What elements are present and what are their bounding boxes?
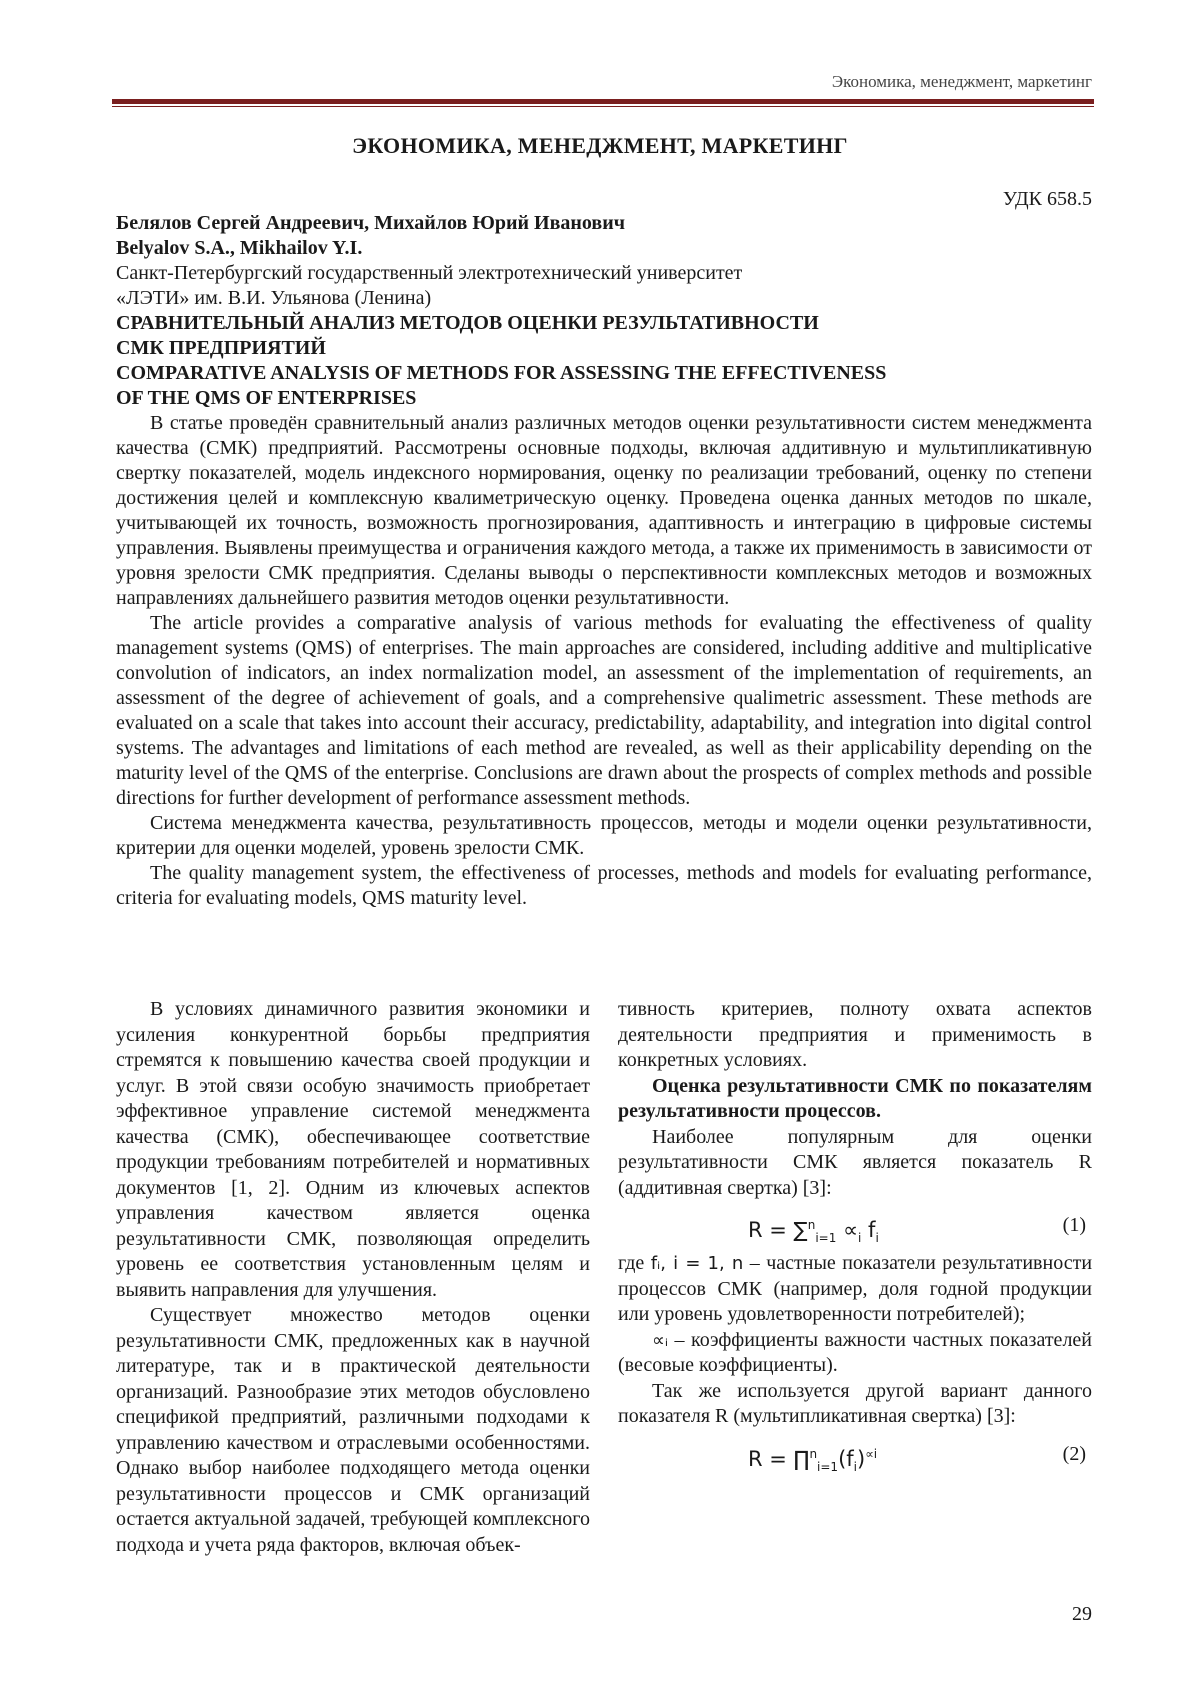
formula-1-number: (1) bbox=[1062, 1214, 1086, 1236]
section-title: ЭКОНОМИКА, МЕНЕДЖМЕНТ, МАРКЕТИНГ bbox=[352, 133, 848, 158]
header-rule-thin bbox=[112, 106, 1094, 107]
header-rule bbox=[112, 99, 1094, 104]
formula-1-expression: $R = \sum^n_{i=1} \propto_i$ $f_i$ bbox=[748, 1218, 879, 1246]
authors-ru: Белялов Сергей Андреевич, Михайлов Юрий Иванович bbox=[116, 212, 625, 234]
authors-en: Belyalov S.A., Mikhailov Y.I. bbox=[116, 237, 363, 259]
body-paragraph: В условиях динамичного развития экономики и усиления конкурентной борьбы предприятия стремятся к повышению качества своей продукции и услуг. В этой связи особую значимость приобретает эффективное управление системой менеджмента качества (СМК), обеспечивающее соответствие продукции требованиям потребителей и нормативных документов [1, 2]. Одним из ключевых аспектов управления качеством является оценка результативности СМК, позволяющая определить уровень ее соответствия установленным целям и выявить направления для улучшения. bbox=[116, 998, 590, 1301]
alpha-paragraph bbox=[618, 1328, 1092, 1379]
where-paragraph bbox=[618, 1251, 1092, 1328]
title-en-line-1: COMPARATIVE ANALYSIS OF METHODS FOR ASSESSING THE EFFECTIVENESS bbox=[116, 362, 887, 384]
formula-2-number: (2) bbox=[1062, 1442, 1086, 1465]
formula-2 bbox=[618, 1430, 1092, 1480]
running-head: Экономика, менеджмент, маркетинг bbox=[831, 72, 1092, 91]
formula-1 bbox=[618, 1201, 1092, 1251]
title-ru-line-2: СМК ПРЕДПРИЯТИЙ bbox=[116, 337, 326, 359]
keywords-en: The quality management system, the effectiveness of processes, methods and models for evaluating performance, criteria for evaluating models, QMS maturity level. bbox=[116, 862, 1092, 909]
where-text: – частные показатели результативности процессов СМК (например, доля годной продукции или уровень удовлетворенности потребителей); bbox=[618, 1252, 1093, 1325]
alpha-text: – коэффициенты важности частных показателей (весовые коэффициенты). bbox=[618, 1328, 1092, 1376]
body-paragraph: Существует множество методов оценки результативности СМК, предложенных как в научной литературе, так и в практической деятельности организаций. Разнообразие этих методов обусловлено спецификой предприятий, различными подходами к управлению качеством и отраслевыми особенностями. Однако выбор наиболее подходящего метода оценки результативности процессов и СМК организаций остается актуальной задачей, требующей комплексного подхода и учета ряда факторов, включая объек- bbox=[116, 1304, 590, 1556]
body-paragraph: тивность критериев, полноту охвата аспектов деятельности предприятия и применимость в конкретных условиях. bbox=[618, 998, 1092, 1071]
subsection-heading: Оценка результативности СМК по показателям результативности процессов. bbox=[618, 1074, 1092, 1122]
page-number: 29 bbox=[1072, 1603, 1092, 1625]
keywords-ru: Система менеджмента качества, результативность процессов, методы и модели оценки результативности, критерии для оценки моделей, уровень зрелости СМК. bbox=[116, 812, 1092, 859]
left-column bbox=[116, 997, 590, 1558]
where-prefix: где bbox=[618, 1252, 645, 1274]
abstract-ru: В статье проведён сравнительный анализ различных методов оценки результативности систем менеджмента качества (СМК) предприятий. Рассмотрены основные подходы, включая аддитивную и мультипликативную свертку показателей, модель индексного нормирования, оценку по реализации требований, оценку по степени достижения целей и комплексную квалиметрическую оценку. Проведена оценка данных методов по шкале, учитывающей их точность, возможность прогнозирования, адаптивность и интеграцию в цифровые системы управления. Выявлены преимущества и ограничения каждого метода, а также их применимость в зависимости от уровня зрелости СМК предприятия. Сделаны выводы о перспективности комплексных методов и возможных направлениях дальнейшего развития методов оценки результативности. bbox=[116, 412, 1092, 609]
where-math: fᵢ, i = 1, n bbox=[650, 1253, 744, 1274]
udk-code: УДК 658.5 bbox=[1002, 188, 1092, 210]
abstract-en: The article provides a comparative analysis of various methods for evaluating the effectiveness of quality management systems (QMS) of enterprises. The main approaches are considered, including additive and multiplicative convolution of indicators, an index normalization model, an assessment of the implementation of requirements, an assessment of the degree of achievement of goals, and a comprehensive qualimetric assessment. These methods are evaluated on a scale that takes into account their accuracy, predictability, adaptability, and integration into digital control systems. The advantages and limitations of each method are revealed, as well as their applicability depending on the maturity level of the QMS of the enterprise. Conclusions are drawn about the prospects of complex methods and possible directions for further development of performance assessment methods. bbox=[116, 612, 1092, 809]
alpha-symbol: ∝ᵢ bbox=[652, 1329, 669, 1351]
body-paragraph: Так же используется другой вариант данного показателя R (мультипликативная свертка) [3]: bbox=[618, 1379, 1092, 1427]
affiliation-line-2: «ЛЭТИ» им. В.И. Ульянова (Ленина) bbox=[116, 287, 432, 309]
right-column bbox=[618, 997, 1092, 1480]
title-ru-line-1: СРАВНИТЕЛЬНЫЙ АНАЛИЗ МЕТОДОВ ОЦЕНКИ РЕЗУЛЬТАТИВНОСТИ bbox=[116, 312, 819, 334]
front-matter bbox=[116, 211, 1092, 911]
body-paragraph: Наиболее популярным для оценки результативности СМК является показатель R (аддитивная свертка) [3]: bbox=[618, 1125, 1092, 1199]
formula-2-expression: $R = \prod^n_{i=1}(f_i)^{\propto i}$ bbox=[748, 1446, 878, 1474]
title-en-line-2: OF THE QMS OF ENTERPRISES bbox=[116, 387, 417, 409]
affiliation-line-1: Санкт-Петербургский государственный электротехнический университет bbox=[116, 262, 743, 284]
